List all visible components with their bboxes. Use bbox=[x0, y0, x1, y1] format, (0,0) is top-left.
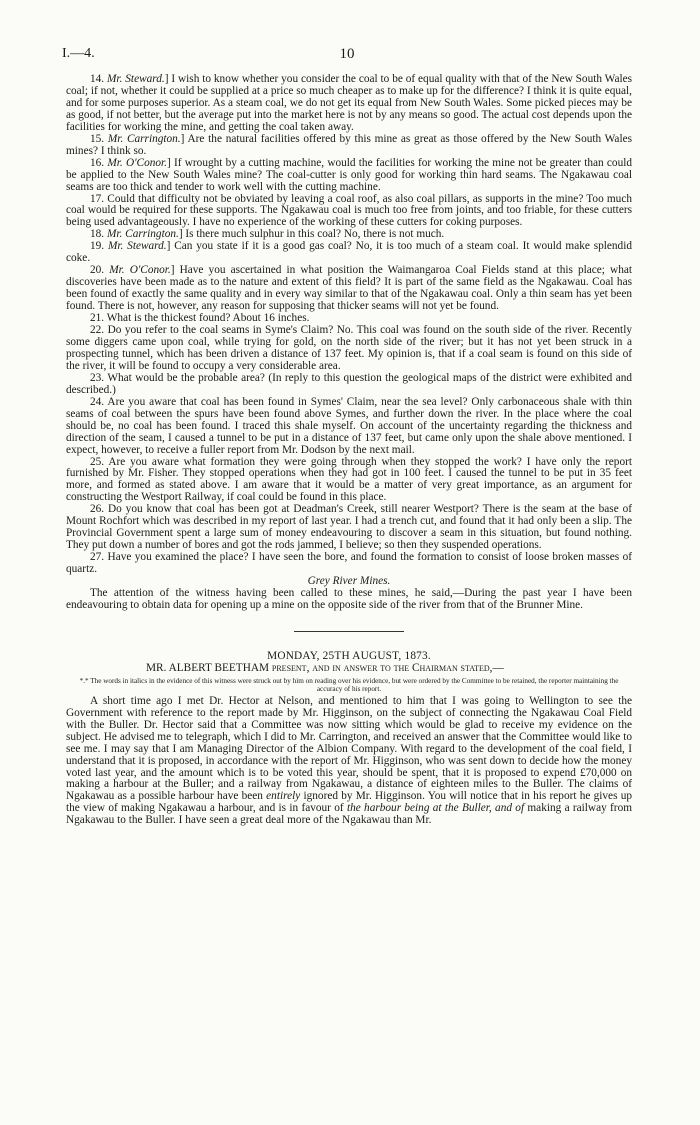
document-body bbox=[66, 74, 632, 827]
witness-line: MR. ALBERT BEETHAM present, and in answer to the Chairman stated,— bbox=[146, 661, 504, 674]
question-number: 16. bbox=[90, 156, 105, 169]
question-number: 15. bbox=[90, 132, 105, 145]
paragraph-text: Are you aware that coal has been found in Symes' Claim, near the sea level? Only carbonaceous shale with thin seams of coal between the spurs have been found above Symes, and further down the river. In the place where the coal should be, no coal has been found. I traced this shale myself. On account of the uncertainty regarding the thickness and direction of the seam, I caused a tunnel to be put in a distance of 137 feet, but came only upon the shale above mentioned. I expect, however, to receive a fuller report from Mr. Dodson by the next mail. bbox=[66, 395, 633, 456]
evidence-paragraph bbox=[66, 134, 632, 158]
evidence-paragraph bbox=[66, 158, 632, 194]
paragraph-text: Do you know that coal has been got at Deadman's Creek, still nearer Westport? There is the seam at the base of Mount Rochfort which was described in my report of last year. I had a trench cut, and found that it had only been a slip. The Provincial Government spent a large sum of money endeavouring to discover a seam in this situation, but found nothing. They put down a number of bores and got the rods jammed, I believe; so then they suspended operations. bbox=[66, 503, 632, 552]
question-number: 20. bbox=[90, 264, 105, 277]
paragraph-text: Are you aware what formation they were going through when they stopped the work? I have only the report furnished by Mr. Fisher. They stopped operations when they had got in 100 feet. I caused the tunnel to be put in 35 feet more, and formed as stated above. I am aware that it would be a matter of very great importance, as an argument for constructing the Westport Railway, if coal could be found in this place. bbox=[66, 455, 633, 504]
evidence-paragraph bbox=[66, 194, 632, 230]
question-number: 17. bbox=[90, 192, 105, 205]
final-paragraph-text-2: ignored by Mr. Higginson. You will notice that in his report he gives up the view of making Ngakawau a harbour, and is in favour of bbox=[66, 790, 632, 815]
question-number: 21. bbox=[90, 312, 105, 325]
speaker-name: Mr. Carrington. bbox=[106, 228, 179, 241]
paragraph-text: Could that difficulty not be obviated by leaving a coal roof, as also coal pillars, as supports in the mine? Too much coal would be required for these supports. The Ngakawau coal is much too free from joints, and too friable, for these cutters being used advantageously. I have no experience of the working of these cutters for coking purposes. bbox=[66, 192, 632, 229]
final-paragraph bbox=[66, 696, 632, 827]
paragraph-text: ] Can you state if it is a good gas coal? No, it is too much of a steam coal. It would make splendid coke. bbox=[66, 240, 632, 265]
editorial-note: *.* The words in italics in the evidence of this witness were struck out by him on reading over his evidence, but were ordered by the Committee to be retained, the reporter maintaining the accuracy of his report. bbox=[79, 676, 619, 693]
evidence-paragraph bbox=[66, 552, 632, 576]
evidence-paragraph bbox=[66, 241, 632, 265]
question-number: 18. bbox=[90, 228, 105, 241]
speaker-name: Mr. O'Conor. bbox=[107, 156, 167, 169]
speaker-name: Mr. Steward. bbox=[107, 73, 165, 85]
question-number: 23. bbox=[90, 371, 105, 384]
speaker-name: Mr. Steward. bbox=[107, 240, 167, 253]
page-number: 10 bbox=[339, 46, 355, 62]
paragraph-text: What is the thickest found? About 16 inches. bbox=[106, 312, 310, 325]
question-number: 27. bbox=[90, 551, 105, 564]
evidence-paragraph bbox=[66, 74, 632, 134]
evidence-paragraph bbox=[66, 373, 632, 397]
evidence-paragraph bbox=[66, 457, 632, 505]
question-number: 22. bbox=[90, 324, 105, 337]
section-paragraph: The attention of the witness having been called to these mines, he said,—During the past year I have been endeavouring to obtain data for opening up a mine on the opposite side of the river from that of the Brunner Mine. bbox=[66, 586, 632, 611]
final-paragraph-text-3: making a railway from Ngakawau to the Buller. I have seen a great deal more of the Ngakawau than Mr. bbox=[66, 802, 633, 827]
paragraph-text: Have you examined the place? I have seen the bore, and found the formation to consist of loose broken masses of quartz. bbox=[66, 551, 632, 576]
question-number: 14. bbox=[90, 73, 105, 85]
evidence-paragraph bbox=[66, 325, 632, 373]
paragraph-text: Do you refer to the coal seams in Syme's Claim? No. This coal was found on the south side of the river. Recently some diggers came upon coal, while trying for gold, on the north side of the river; but it has not yet been struck in a prospecting tunnel, which has been driven a distance of 137 feet. My opinion is, that if a coal seam is found on this side of the river, it will be found to occupy a very considerable area. bbox=[66, 324, 632, 372]
final-paragraph-text-1: A short time ago I met Dr. Hector at Nelson, and mentioned to him that I was going to Wellington to see the Government with reference to the report made by Mr. Higginson, on the subject of connecting the Ngakawau Coal Field with the Buller. Dr. Hector said that a Committee was now sitting which would be glad to receive my evidence on the subject. He advised me to telegraph, which I did to Mr. Carrington, and received an answer that the Committee would like to see me. I may say that I am Managing Director of the Albion Company. With regard to the development of the coal field, I understand that it is proposed, in accordance with the report of Mr. Higginson, who was sent down to decide how the money voted last year, and the amount which is to be voted this year, should be spent, that it is proposed to expend £70,000 on making a harbour at the Buller; and a railway from Ngakawau, a distance of eighteen miles to the Buller. The claims of Ngakawau as a possible harbour have been bbox=[66, 694, 632, 803]
speaker-name: Mr. Carrington. bbox=[107, 132, 181, 145]
paragraph-text: ] If wrought by a cutting machine, would the facilities for working the mine not be greater than could be applied to the New South Wales mine? The coal-cutter is only good for working thin hard seams. The Ngakawau coal seams are too thick and tender to work well with the cutting machine. bbox=[66, 156, 632, 193]
paragraph-text: ] Are the natural facilities offered by this mine as great as those offered by the New South Wales mines? I think so. bbox=[66, 132, 632, 157]
section-heading: Grey River Mines. bbox=[307, 575, 391, 588]
date-heading: MONDAY, 25TH AUGUST, 1873. bbox=[267, 649, 431, 662]
evidence-paragraphs bbox=[66, 74, 632, 576]
section-divider bbox=[294, 631, 404, 632]
paragraph-text: ] Have you ascertained in what position the Waimangaroa Coal Fields stand at this place; what discoveries have been made as to the nature and extent of this field? It is part of the same field as the Ngakawau. Coal has been found of exactly the same quality and in every way similar to that of the Ngakawau coal. Only a thin seam has yet been found. There is not, however, any reason for supposing that thicker seams will not yet be found. bbox=[66, 264, 633, 313]
evidence-paragraph bbox=[66, 397, 632, 457]
evidence-paragraph bbox=[66, 504, 632, 552]
page-header bbox=[62, 46, 632, 64]
question-number: 25. bbox=[90, 455, 105, 468]
final-paragraph-italic-1: entirely bbox=[266, 790, 301, 803]
question-number: 24. bbox=[90, 395, 105, 408]
paragraph-text: ] I wish to know whether you consider the coal to be of equal quality with that of the New South Wales coal; if not, whether it could be supplied at a price so much cheaper as to make up for the difference? I think it is quite equal, and for some purposes superior. As a steam coal, we do not get its equal from New South Wales. Some picked pieces may be as good, if not better, but the average put into the market here is not by any means so good. The actual cost depends upon the facilities for working the mine, and getting the coal taken away. bbox=[66, 73, 633, 133]
final-paragraph-italic-2: the harbour being at the Buller, and of bbox=[346, 802, 525, 815]
evidence-paragraph bbox=[66, 265, 632, 313]
question-number: 26. bbox=[90, 503, 105, 516]
paragraph-text: What would be the probable area? (In reply to this question the geological maps of the district were exhibited and described.) bbox=[66, 371, 633, 396]
paragraph-text: ] Is there much sulphur in this coal? No, there is not much. bbox=[178, 228, 445, 241]
speaker-name: Mr. O'Conor. bbox=[109, 264, 171, 277]
question-number: 19. bbox=[90, 240, 105, 253]
document-reference: I.—4. bbox=[62, 46, 95, 61]
